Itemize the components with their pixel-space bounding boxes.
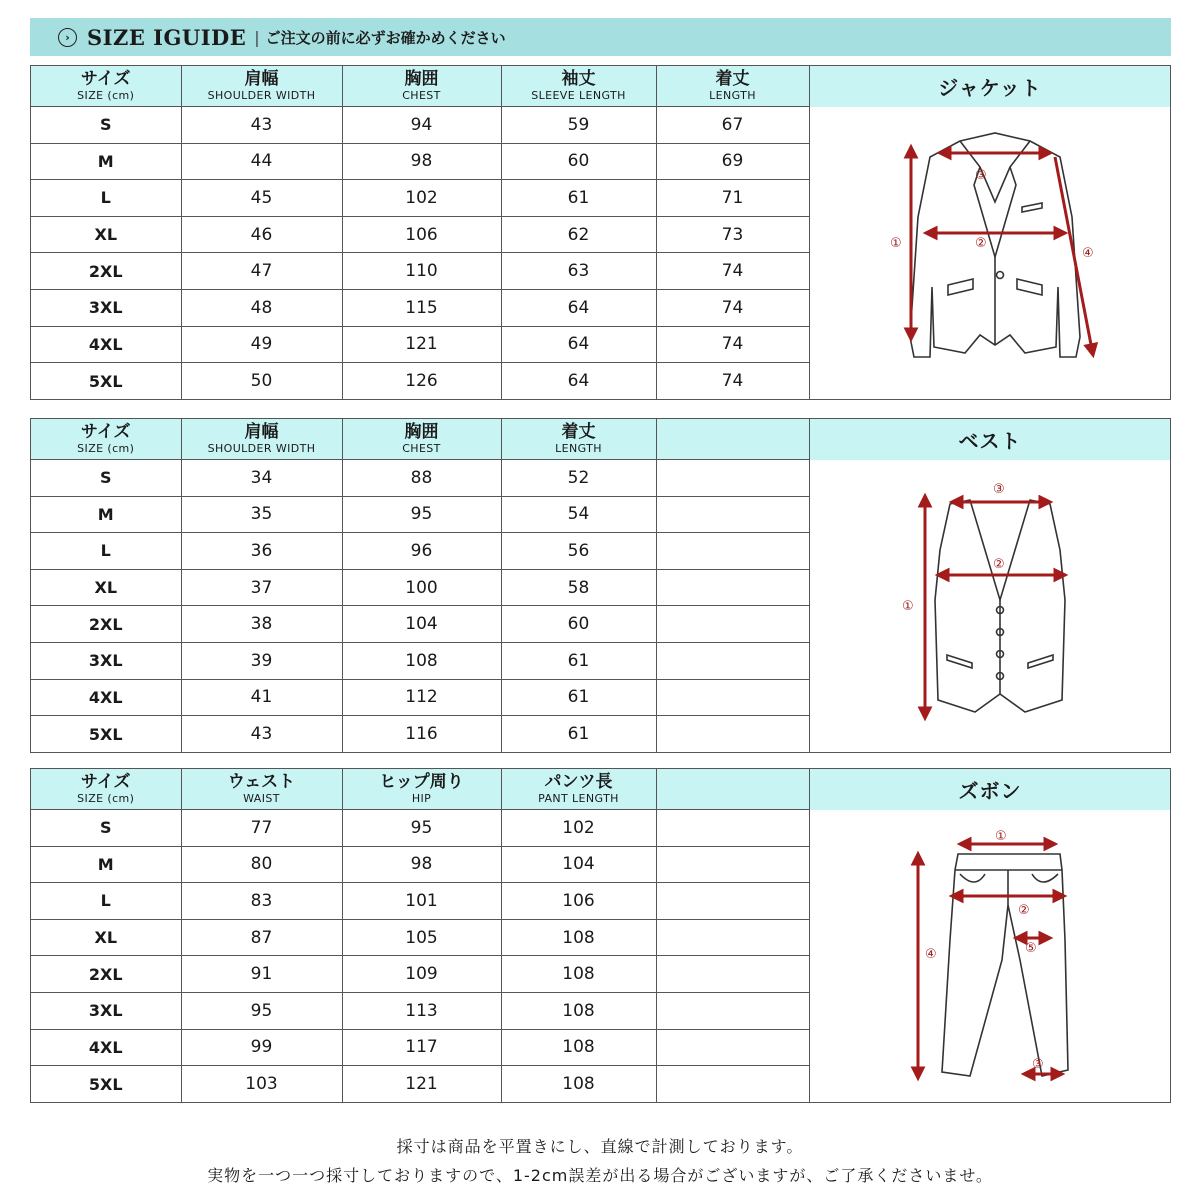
table-row <box>31 253 809 290</box>
vest-figure-panel <box>809 419 1170 752</box>
table-row <box>31 1029 809 1066</box>
column-header: パンツ長 PANT LENGTH <box>501 769 656 810</box>
jacket-size-section <box>30 65 1171 400</box>
table-row <box>31 846 809 883</box>
column-header: 胸囲 CHEST <box>342 66 501 107</box>
measurement-cell: 50 <box>181 363 342 400</box>
table-row <box>31 326 809 363</box>
size-label-cell: XL <box>31 919 181 956</box>
size-label-cell: 4XL <box>31 679 181 716</box>
measurement-cell: 104 <box>501 846 656 883</box>
measurement-cell: 61 <box>501 679 656 716</box>
measurement-cell: 87 <box>181 919 342 956</box>
measurement-cell: 59 <box>501 107 656 144</box>
column-header: サイズ SIZE (cm) <box>31 419 181 460</box>
measurement-cell: 113 <box>342 992 501 1029</box>
vest-outline <box>935 500 1065 712</box>
pants-figure-title: ズボン <box>810 769 1170 810</box>
pants-size-table <box>31 769 810 1102</box>
measurement-cell: 83 <box>181 883 342 920</box>
measurement-cell: 67 <box>656 107 809 144</box>
measurement-cell: 48 <box>181 289 342 326</box>
measurement-cell <box>656 496 809 533</box>
measurement-cell <box>656 679 809 716</box>
marker-2: ② <box>993 557 1005 572</box>
table-row <box>31 216 809 253</box>
table-row <box>31 533 809 570</box>
measurement-cell: 104 <box>342 606 501 643</box>
measurement-cell <box>656 569 809 606</box>
footer-note-1: 採寸は商品を平置きにし、直線で計測しております。 <box>396 1137 804 1156</box>
column-header: ウェスト WAIST <box>181 769 342 810</box>
size-label-cell: M <box>31 496 181 533</box>
jacket-size-table <box>31 66 810 399</box>
measurement-cell: 39 <box>181 642 342 679</box>
measurement-cell: 106 <box>342 216 501 253</box>
table-row <box>31 992 809 1029</box>
measurement-cell <box>656 810 809 847</box>
size-label-cell: L <box>31 883 181 920</box>
measurement-cell: 103 <box>181 1066 342 1103</box>
measurement-cell: 121 <box>342 326 501 363</box>
table-row <box>31 810 809 847</box>
measurement-cell: 38 <box>181 606 342 643</box>
measurement-cell: 34 <box>181 460 342 497</box>
column-header: サイズ SIZE (cm) <box>31 769 181 810</box>
marker-1: ① <box>995 829 1007 844</box>
column-header: 着丈 LENGTH <box>501 419 656 460</box>
measurement-cell: 116 <box>342 716 501 753</box>
vest-diagram <box>810 460 1171 752</box>
column-header: ヒップ周り HIP <box>342 769 501 810</box>
table-header-row <box>31 419 809 460</box>
measurement-cell: 41 <box>181 679 342 716</box>
column-header: 胸囲 CHEST <box>342 419 501 460</box>
measurement-cell: 106 <box>501 883 656 920</box>
measurement-cell: 61 <box>501 180 656 217</box>
measurement-cell <box>656 460 809 497</box>
column-header: サイズ SIZE (cm) <box>31 66 181 107</box>
vest-size-section <box>30 418 1171 753</box>
size-label-cell: XL <box>31 216 181 253</box>
table-row <box>31 143 809 180</box>
measurement-cell: 109 <box>342 956 501 993</box>
vest-measure-lines <box>920 496 1065 718</box>
jacket-figure-panel <box>809 66 1170 399</box>
table-row <box>31 716 809 753</box>
table-header-row <box>31 769 809 810</box>
measurement-cell: 105 <box>342 919 501 956</box>
measurement-cell <box>656 1029 809 1066</box>
marker-3: ③ <box>975 168 987 183</box>
measurement-cell: 45 <box>181 180 342 217</box>
marker-3: ③ <box>1032 1057 1044 1072</box>
header-note: ご注文の前に必ずお確かめください <box>265 28 506 47</box>
measurement-cell <box>656 846 809 883</box>
column-header: 肩幅 SHOULDER WIDTH <box>181 419 342 460</box>
measurement-cell: 115 <box>342 289 501 326</box>
column-header: 着丈 LENGTH <box>656 66 809 107</box>
measurement-cell: 126 <box>342 363 501 400</box>
size-label-cell: 4XL <box>31 1029 181 1066</box>
jacket-figure-title: ジャケット <box>810 66 1170 107</box>
measurement-cell: 61 <box>501 716 656 753</box>
size-label-cell: S <box>31 810 181 847</box>
measurement-cell: 121 <box>342 1066 501 1103</box>
table-row <box>31 1066 809 1103</box>
measurement-cell: 108 <box>501 919 656 956</box>
marker-1: ① <box>890 236 902 251</box>
jacket-diagram <box>810 107 1171 399</box>
size-guide-header <box>30 18 1171 56</box>
measurement-cell: 43 <box>181 107 342 144</box>
measurement-cell <box>656 642 809 679</box>
size-label-cell: 4XL <box>31 326 181 363</box>
pants-diagram <box>810 810 1171 1102</box>
size-label-cell: 2XL <box>31 956 181 993</box>
vest-figure-title: ベスト <box>810 419 1170 460</box>
measurement-cell: 60 <box>501 606 656 643</box>
measurement-cell: 102 <box>501 810 656 847</box>
measurement-cell: 98 <box>342 846 501 883</box>
marker-2: ② <box>975 236 987 251</box>
title-separator: | <box>254 27 260 47</box>
measurement-cell: 62 <box>501 216 656 253</box>
measurement-cell: 69 <box>656 143 809 180</box>
measurement-cell: 110 <box>342 253 501 290</box>
measurement-cell: 88 <box>342 460 501 497</box>
measurement-cell: 108 <box>501 992 656 1029</box>
vest-size-table <box>31 419 810 752</box>
measurement-cell: 64 <box>501 363 656 400</box>
marker-2: ② <box>1018 903 1030 918</box>
measurement-cell: 64 <box>501 326 656 363</box>
measurement-cell: 99 <box>181 1029 342 1066</box>
size-label-cell: L <box>31 180 181 217</box>
jacket-measure-lines <box>906 147 1096 355</box>
table-row <box>31 180 809 217</box>
table-row <box>31 460 809 497</box>
size-label-cell: L <box>31 533 181 570</box>
measurement-cell: 98 <box>342 143 501 180</box>
measurement-cell <box>656 1066 809 1103</box>
column-header <box>656 419 809 460</box>
size-label-cell: 3XL <box>31 289 181 326</box>
measurement-cell: 60 <box>501 143 656 180</box>
measurement-cell <box>656 716 809 753</box>
measurement-cell <box>656 956 809 993</box>
measurement-cell: 108 <box>342 642 501 679</box>
measurement-cell: 54 <box>501 496 656 533</box>
measurement-cell <box>656 533 809 570</box>
measurement-cell: 108 <box>501 956 656 993</box>
marker-3: ③ <box>993 482 1005 497</box>
jacket-outline <box>910 133 1080 357</box>
measurement-cell: 64 <box>501 289 656 326</box>
measurement-cell: 49 <box>181 326 342 363</box>
column-header: 肩幅 SHOULDER WIDTH <box>181 66 342 107</box>
measurement-cell: 43 <box>181 716 342 753</box>
size-label-cell: 5XL <box>31 716 181 753</box>
table-row <box>31 569 809 606</box>
measurement-cell: 74 <box>656 289 809 326</box>
measurement-cell: 47 <box>181 253 342 290</box>
measurement-cell: 37 <box>181 569 342 606</box>
table-row <box>31 606 809 643</box>
measurement-cell: 58 <box>501 569 656 606</box>
measurement-cell: 91 <box>181 956 342 993</box>
measurement-cell: 95 <box>342 496 501 533</box>
measurement-cell: 74 <box>656 363 809 400</box>
pants-markers <box>925 829 1044 1072</box>
column-header: 袖丈 SLEEVE LENGTH <box>501 66 656 107</box>
table-row <box>31 883 809 920</box>
measurement-cell: 56 <box>501 533 656 570</box>
measurement-cell: 71 <box>656 180 809 217</box>
measurement-cell: 100 <box>342 569 501 606</box>
measurement-cell: 36 <box>181 533 342 570</box>
measurement-cell: 95 <box>342 810 501 847</box>
size-label-cell: 2XL <box>31 606 181 643</box>
measurement-cell: 96 <box>342 533 501 570</box>
marker-5: ⑤ <box>1025 941 1037 956</box>
measurement-cell: 46 <box>181 216 342 253</box>
size-label-cell: 3XL <box>31 992 181 1029</box>
table-row <box>31 496 809 533</box>
measurement-cell: 73 <box>656 216 809 253</box>
pants-size-section <box>30 768 1171 1103</box>
table-header-row <box>31 66 809 107</box>
marker-4: ④ <box>925 947 937 962</box>
table-row <box>31 363 809 400</box>
measurement-cell: 44 <box>181 143 342 180</box>
measurement-cell: 77 <box>181 810 342 847</box>
marker-4: ④ <box>1082 246 1094 261</box>
measurement-cell: 80 <box>181 846 342 883</box>
size-label-cell: 5XL <box>31 1066 181 1103</box>
measurement-cell: 74 <box>656 253 809 290</box>
measurement-cell: 74 <box>656 326 809 363</box>
table-row <box>31 956 809 993</box>
measurement-cell: 117 <box>342 1029 501 1066</box>
measurement-cell: 112 <box>342 679 501 716</box>
measurement-cell: 108 <box>501 1029 656 1066</box>
page-title: SIZE IGUIDE <box>87 24 247 50</box>
measurement-cell: 95 <box>181 992 342 1029</box>
table-row <box>31 679 809 716</box>
measurement-cell: 108 <box>501 1066 656 1103</box>
footer-note-2: 実物を一つ一つ採寸しておりますので、1-2cm誤差が出る場合がございますが、ご了承くださいませ。 <box>207 1166 993 1185</box>
measurement-cell <box>656 606 809 643</box>
measurement-cell: 63 <box>501 253 656 290</box>
chevron-right-circle-icon: › <box>58 28 77 47</box>
measurement-cell: 35 <box>181 496 342 533</box>
measurement-cell: 102 <box>342 180 501 217</box>
table-row <box>31 289 809 326</box>
measurement-cell <box>656 919 809 956</box>
measurement-cell: 101 <box>342 883 501 920</box>
measurement-cell: 61 <box>501 642 656 679</box>
size-label-cell: M <box>31 143 181 180</box>
measurement-cell: 52 <box>501 460 656 497</box>
pants-figure-panel <box>809 769 1170 1102</box>
size-label-cell: XL <box>31 569 181 606</box>
size-label-cell: M <box>31 846 181 883</box>
pants-outline <box>942 854 1068 1076</box>
marker-1: ① <box>902 599 914 614</box>
size-label-cell: S <box>31 460 181 497</box>
size-label-cell: 3XL <box>31 642 181 679</box>
table-row <box>31 642 809 679</box>
size-label-cell: S <box>31 107 181 144</box>
measurement-cell <box>656 883 809 920</box>
size-label-cell: 5XL <box>31 363 181 400</box>
measurement-cell <box>656 992 809 1029</box>
size-label-cell: 2XL <box>31 253 181 290</box>
column-header <box>656 769 809 810</box>
table-row <box>31 919 809 956</box>
measurement-cell: 94 <box>342 107 501 144</box>
table-row <box>31 107 809 144</box>
